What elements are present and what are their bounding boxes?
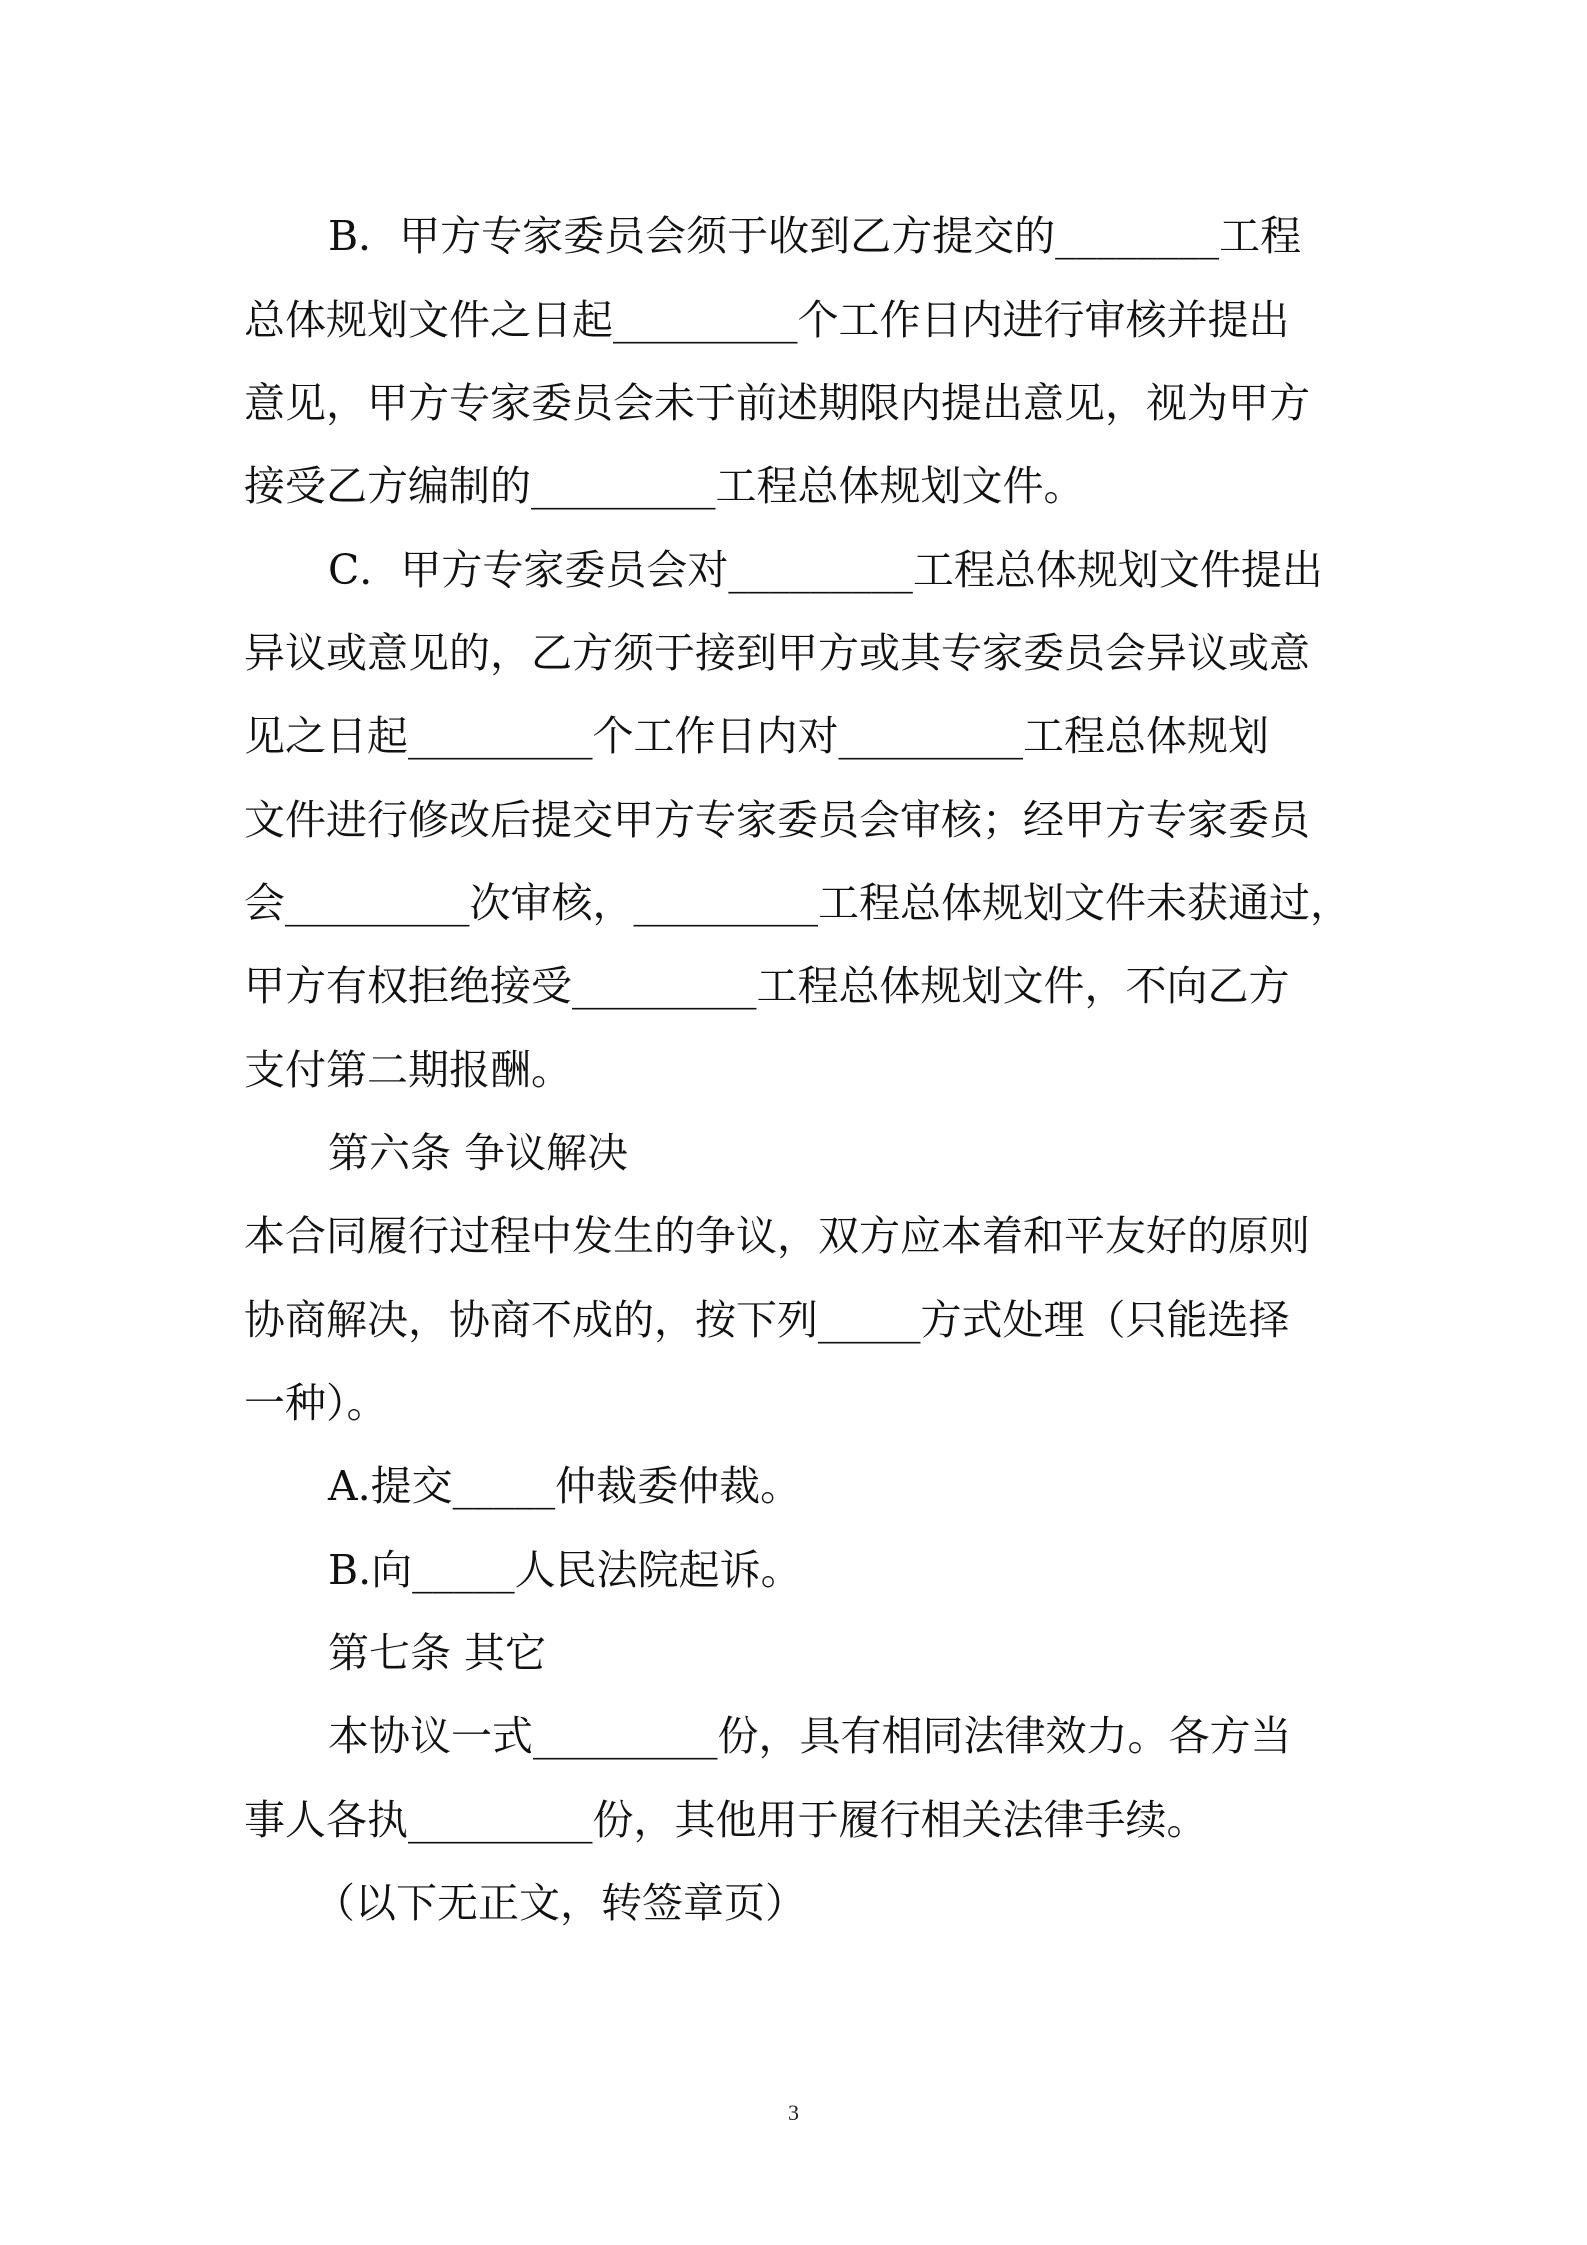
article-7-line-2: 事人各执_________份，其他用于履行相关法律手续。 (244, 1796, 1208, 1844)
clause-c-line-6: 甲方有权拒绝接受_________工程总体规划文件，不向乙方 (244, 962, 1290, 1010)
article-7-line-1: 本协议一式_________份，具有相同法律效力。各方当 (328, 1712, 1292, 1760)
option-a-line: A.提交_____仲裁委仲裁。 (328, 1462, 802, 1510)
article-6-line-2: 协商解决，协商不成的，按下列_____方式处理（只能选择 (244, 1296, 1290, 1344)
page-number: 3 (788, 2100, 799, 2125)
article-6-heading: 第六条 争议解决 (328, 1129, 629, 1177)
clause-c-line-1: C．甲方专家委员会对_________工程总体规划文件提出 (328, 546, 1323, 594)
clause-b-line-3: 意见，甲方专家委员会未于前述期限内提出意见，视为甲方 (244, 379, 1310, 427)
clause-c-line-3: 见之日起_________个工作日内对_________工程总体规划 (244, 712, 1269, 760)
article-6-line-1: 本合同履行过程中发生的争议，双方应本着和平友好的原则 (244, 1212, 1310, 1260)
clause-c-line-2: 异议或意见的，乙方须于接到甲方或其专家委员会异议或意 (244, 629, 1310, 677)
article-7-heading: 第七条 其它 (328, 1629, 547, 1677)
clause-c-line-7: 支付第二期报酬。 (244, 1046, 572, 1094)
clause-b-line-1: B．甲方专家委员会须于收到乙方提交的________工程 (328, 212, 1302, 260)
clause-b-line-2: 总体规划文件之日起_________个工作日内进行审核并提出 (244, 296, 1290, 344)
article-6-line-3: 一种）。 (244, 1379, 388, 1427)
no-text-below-note: （以下无正文，转签章页） (314, 1879, 806, 1927)
clause-b-line-4: 接受乙方编制的_________工程总体规划文件。 (244, 462, 1085, 510)
clause-c-line-5: 会_________次审核，_________工程总体规划文件未获通过， (244, 879, 1351, 927)
option-b-line: B.向_____人民法院起诉。 (328, 1546, 802, 1594)
clause-c-line-4: 文件进行修改后提交甲方专家委员会审核；经甲方专家委员 (244, 796, 1310, 844)
